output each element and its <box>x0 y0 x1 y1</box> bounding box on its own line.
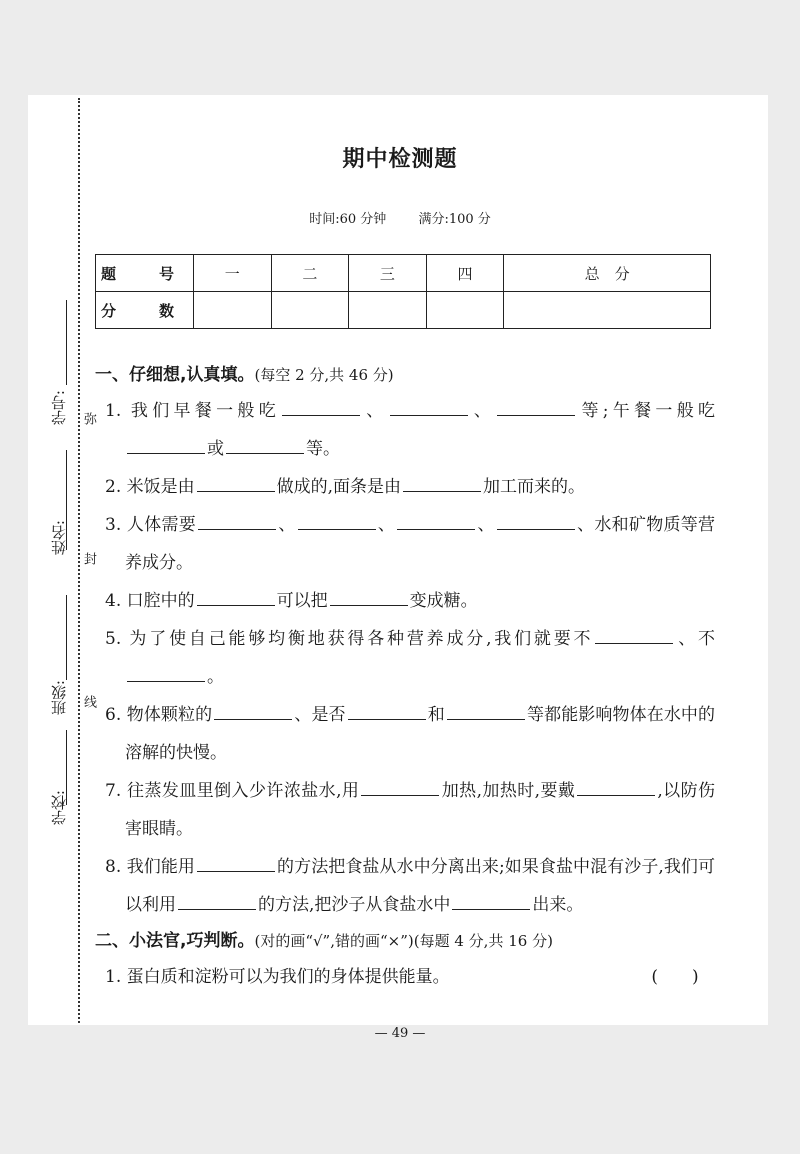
blank[interactable] <box>197 604 275 606</box>
blank[interactable] <box>127 452 205 454</box>
blank[interactable] <box>452 908 530 910</box>
header-cell: 总 分 <box>504 255 711 292</box>
page-title: 期中检测题 <box>342 147 458 172</box>
blank[interactable] <box>197 490 275 492</box>
class-label: 班级: <box>50 680 68 716</box>
blank[interactable] <box>595 642 673 644</box>
section-note: (对的画“√”,错的画“×”)(每题 4 分,共 16 分) <box>254 932 553 950</box>
exam-info <box>0 208 800 227</box>
answer-parentheses[interactable]: ( ) <box>651 967 699 987</box>
judge-question-1: 1. 蛋白质和淀粉可以为我们的身体提供能量。 ( ) <box>95 958 715 996</box>
student-id-line <box>66 300 67 385</box>
blank[interactable] <box>497 414 575 416</box>
blank[interactable] <box>298 528 376 530</box>
question-3: 3. 人体需要 、 、 、 、水和矿物质等营养成分。 <box>105 515 716 573</box>
header-cell: 题 号 <box>96 255 194 292</box>
score-table <box>95 254 711 329</box>
blank[interactable] <box>178 908 256 910</box>
row-label: 分 数 <box>96 292 194 329</box>
score-cell[interactable] <box>271 292 349 329</box>
score-table-row <box>96 292 711 329</box>
blank[interactable] <box>497 528 575 530</box>
blank[interactable] <box>226 452 304 454</box>
section-1-heading <box>95 358 715 392</box>
blank[interactable] <box>403 490 481 492</box>
section-title: 一、仔细想,认真填。 <box>95 365 255 385</box>
full-score: 满分:100 分 <box>418 212 491 227</box>
question-1: 1. 我们早餐一般吃 、 、 等;午餐一般吃或 等。 <box>105 401 715 459</box>
score-cell[interactable] <box>504 292 711 329</box>
blank[interactable] <box>197 870 275 872</box>
header-cell: 四 <box>426 255 504 292</box>
blank[interactable] <box>214 718 292 720</box>
question-4: 4. 口腔中的 可以把 变成糖。 <box>105 591 478 611</box>
blank[interactable] <box>361 794 439 796</box>
time-limit: 时间:60 分钟 <box>309 212 387 227</box>
blank[interactable] <box>348 718 426 720</box>
header-cell: 一 <box>194 255 272 292</box>
blank[interactable] <box>330 604 408 606</box>
seal-char-2: 封 <box>81 552 96 565</box>
score-cell[interactable] <box>426 292 504 329</box>
question-6: 6. 物体颗粒的 、是否 和 等都能影响物体在水中的溶解的快慢。 <box>105 705 716 763</box>
exam-content <box>95 358 715 996</box>
blank[interactable] <box>198 528 276 530</box>
page-number: — 49 — <box>374 1026 426 1041</box>
question-8: 8. 我们能用 的方法把食盐从水中分离出来;如果食盐中混有沙子,我们可以利用 的方法,把沙子从食盐水中 出来。 <box>105 857 715 915</box>
section-2-heading <box>95 924 715 958</box>
question-2: 2. 米饭是由 做成的,面条是由 加工而来的。 <box>105 477 586 497</box>
score-table-header <box>96 255 711 292</box>
blank[interactable] <box>127 680 205 682</box>
class-line <box>66 595 67 680</box>
section-note: (每空 2 分,共 46 分) <box>254 366 394 384</box>
blank[interactable] <box>447 718 525 720</box>
blank[interactable] <box>397 528 475 530</box>
seal-char-3: 线 <box>81 695 96 708</box>
name-label: 姓名: <box>50 520 68 556</box>
blank[interactable] <box>577 794 655 796</box>
student-id-label: 学号: <box>50 390 68 426</box>
seal-char-1: 弥 <box>81 412 96 425</box>
score-cell[interactable] <box>349 292 427 329</box>
question-5: 5. 为了使自己能够均衡地获得各种营养成分,我们就要不 、不。 <box>105 629 716 687</box>
score-cell[interactable] <box>194 292 272 329</box>
blank[interactable] <box>282 414 360 416</box>
header-cell: 三 <box>349 255 427 292</box>
section-title: 二、小法官,巧判断。 <box>95 931 255 951</box>
school-label: 学校: <box>50 790 68 826</box>
header-cell: 二 <box>271 255 349 292</box>
question-7: 7. 往蒸发皿里倒入少许浓盐水,用 加热,加热时,要戴 ,以防伤害眼睛。 <box>105 781 716 839</box>
blank[interactable] <box>390 414 468 416</box>
